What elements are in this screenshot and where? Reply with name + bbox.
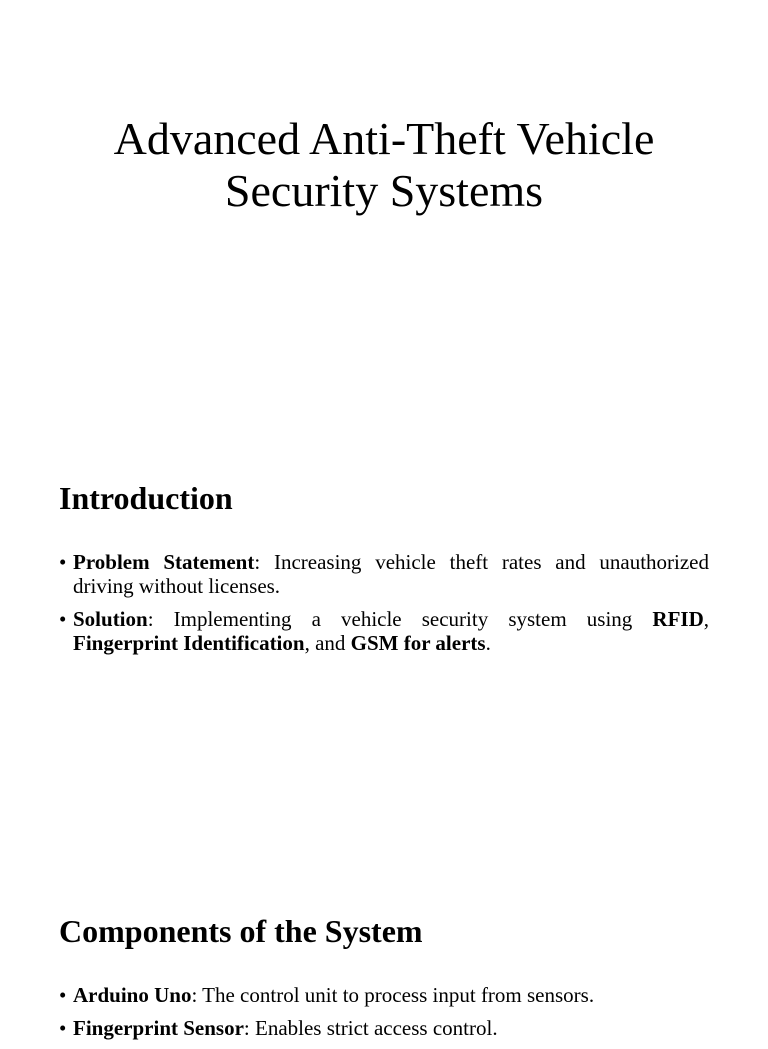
- bullet-text: : The control unit to process input from sensors.: [191, 983, 595, 1007]
- bullet-label: Arduino Uno: [73, 983, 192, 1007]
- list-item-arduino: [59, 983, 709, 1007]
- bullet-text: : Implementing a vehicle security system using: [147, 607, 653, 631]
- components-heading: Components of the System: [59, 913, 423, 949]
- list-item-solution: [59, 607, 709, 655]
- list-item-problem-statement: [59, 550, 709, 598]
- title-line-2: Security Systems: [224, 165, 544, 216]
- bullet-text: .: [485, 631, 491, 655]
- bullet-label: Solution: [73, 607, 148, 631]
- bold-term-rfid: RFID: [652, 607, 704, 631]
- bullet-label: Problem Statement: [73, 550, 255, 574]
- bullet-icon: •: [59, 1016, 67, 1040]
- bullet-text: ,: [703, 607, 709, 631]
- bullet-text: : Enables strict access control.: [243, 1016, 498, 1040]
- bullet-icon: •: [59, 607, 67, 631]
- bullet-text: , and: [304, 631, 351, 655]
- presentation-title: [60, 113, 708, 217]
- bullet-icon: •: [59, 983, 67, 1007]
- bullet-text: : Increasing vehicle theft rates and unauthorized driving without licenses.: [73, 550, 709, 598]
- list-item-fingerprint-sensor: [59, 1016, 709, 1040]
- bullet-icon: •: [59, 550, 67, 574]
- bold-term-gsm: GSM for alerts: [350, 631, 486, 655]
- components-bullet-list: [59, 983, 709, 1049]
- introduction-bullet-list: [59, 550, 709, 664]
- bullet-label: Fingerprint Sensor: [73, 1016, 244, 1040]
- bold-term-fingerprint: Fingerprint Identification: [73, 631, 305, 655]
- title-line-1: Advanced Anti-Theft Vehicle: [113, 113, 655, 164]
- introduction-heading: Introduction: [59, 480, 233, 516]
